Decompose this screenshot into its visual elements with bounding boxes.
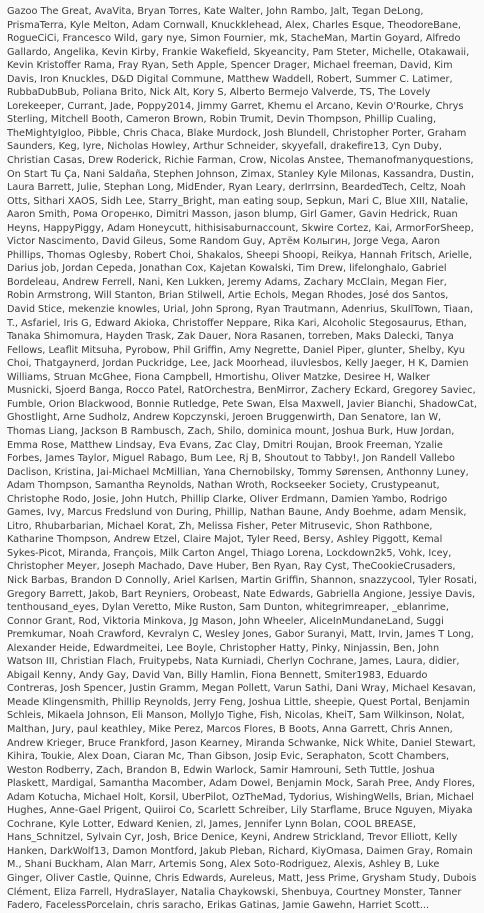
backer-names-list: Gazoo The Great, AvaVita, Bryan Torres, Kate Walter, John Rambo, Jalt, Tegan DeLong, PrismaTerra, Kyle Melton, Adam Cornwall, Knuckklehead, Alex, Charles Esque, TheodoreBane, RogueCiCi, Francesco Wild, gary nye, Simon Fournier, mk, StacheMan, Martin Goyard, Alfredo Gallardo, Angelika, Kevin Kirby, Frankie Wakefield, Skyeancity, Pam Steter, Michelle, Otakawaii, Kevin Kristoffer Rama, Fray Ryan, Seth Apple, Spencer Drager, Michael freeman, David, Kim Davis, Iron Knuckles, D&D Digital Commune, Matthew Waddell, Robert, Summer C. Latimer, RubbaDubBub, Poliana Brito, Nick Alt, Kory S, Alberto Bermejo Valverde, TS, The Lovely Lorekeeper, Currant, Jade, Poppy2014, Jimmy Garret, Khemu el Arcano, Kevin O'Rourke, Chrys Sterling, Mitchell Booth, Cameron Brown, Robin Trumit, Devin Thompson, Phillip Cualing, TheMightyIgloo, Pibble, Chris Chaca, Blake Murdock, Josh Blundell, Christopher Porter, Graham Saunders, Keg, Iyre, Nicholas Howley, Arthur Schneider, skyyefall, drakefire13, Cyn Duby, Christian Casas, Drew Roderick, Richie Farman, Crow, Nicolas Anstee, Themanofmanyquestions, On Start Tu Ça, Nani Saldaña, Stephen Johnson, Zimax, Stanley Kyle Milonas, Kassandra, Dustin, Laura Barrett, Julie, Stephan Long, MidEnder, Ryan Leary, derIrrsinn, BeardedTech, Celtz, Noah Otts, Sithari XAOS, Sidh Lee, Starry_Bright, man eating soup, Sepkun, Mari C, Blue XIII, Natalie, Aaron Smith, Рома Огоренко, Dimitri Masson, jason blump, Girl Gamer, Gavin Hedrick, Ruan Heyns, HappyPiggy, Adam Honeycutt, hithisisaburnaccount, Skwire Cortez, Kai, ArmorForSheep, Victor Nascimento, David Gileus, Some Random Guy, Артём Колыгин, Jorge Vega, Aaron Phillips, Thomas Oglesby, Robert Choi, Shakalos, Sheepi Shoopi, Reikya, Hannah Fritsch, Arielle, Darius job, Jordan Cepeda, Jonathan Cox, Kajetan Kowalski, Tim Drew, lifelonghalo, Gabriel Bordeleau, Andrew Ferrell, Nani, Ken Lukken, Jeremy Adams, Zachary McClain, Megan Fier, Robin Armstrong, Will Stanton, Brian Stilwell, Artie Echols, Megan Rhodes, José dos Santos, David Stice, mekenzie knowles, Urial, John Sprong, Ryan Trautmann, Adenrius, SkullTown, Tiaan, T., Asfariel, Iris G, Edward Akioka, Christoffer Neppare, Rika Kari, Alcoholic Stegosaurus, Ethan, Tanaka Shimomura, Hayden Trask, Zak Dauer, Nora Rasanen, torreben, Maks Dalecki, Tanya Fellows, Leaflit Mitsuha, Pyrobow, Phil Griffin, Amy Negrette, Daniel Piper, glunter, Shelby, Kyu Choi, Thatgaynerd, Jordan Puckridge, Lee, Jack Moorhead, iluvlesbos, Kelly Jaeger, H K, Damien Williams, Struan McGhee, Fiona Campbell, Hmortishu, Oliver Matzke, Desiree H, Walker Musnicki, Sjoerd Banga, Rocco Patel, RatOrchestra, BenMirror, Zachery Eckard, Gregorey Saviec, Fumble, Orion Blackwood, Bonnie Rutledge, Pete Swan, Elsa Maxwell, Javier Bianchi, ShadowCat, Ghostlight, Arne Sudholz, Andrew Kopczynski, Jeroen Bruggenwirth, Dan Senatore, Ian W, Thomas Liang, Jackson B Rambusch, Zach, Shilo, dominica mount, Joshua Burk, Huw Jordan, Emma Rose, Matthew Lindsay, Eva Evans, Zac Clay, Dmitri Roujan, Brook Freeman, Yzalie Forbes, James Taylor, Miguel Rabago, Bum Lee, Rj B, Shoutout to Tabby!, Jon Randell Vallebo Daclison, Kristina, Jai-Michael McMillian, Yana Chernobilsky, Tommy Sørensen, Anthonny Luney, Adam Thompson, Samantha Reynolds, Nathan Wroth, Rockseeker Society, Crustypeanut, Christophe Rodo, Josie, John Hutch, Phillip Clarke, Oliver Erdmann, Damien Yambo, Rodrigo Games, Ivy, Marcus Fredslund von During, Phillip, Nathan Baune, Andy Boehme, adam Mensik, Litro, Rhubarbarian, Michael Korat, Zh, Melissa Fisher, Peter Mitrusevic, Shon Rathbone, Katharine Thompson, Andrew Etzel, Claire Majot, Tyler Reed, Bersy, Ashley Piggott, Kemal Sykes-Picot, Miranda, François, Milk Carton Angel, Thiago Lorena, Lockdown2k5, Vohk, Icey, Christopher Meyer, Joseph Machado, Dave Huber, Ben Ryan, Ray Cyst, TheCookieCrusaders, Nick Barbas, Brandon D Connolly, Ariel Karlsen, Martin Griffin, Shannon, snazzycool, Tyler Rosati, Gregory Barrett, Jakob, Bart Reyniers, Orobeast, Nate Edwards, Gabriella Angione, Jessiye Davis, tenthousand_eyes, Dylan Veretto, Mike Ruston, Sam Dunton, whitegrimreaper, _eblanrime, Connor Grant, Rod, Viktoria Minkova, Jg Mason, John Wheeler, AliceInMundaneLand, Suggi Premkumar, Noah Crawford, Kevralyn C, Wesley Jones, Gabor Suranyi, Matt, Irvin, James T Long, Alexander Heide, Edwardmeitei, Lee Boyle, Christopher Hatty, Pinky, Ninjassin, Ben, John Watson III, Christian Flach, Fruitypebs, Nata Kurniadi, Cherlyn Cochrane, James, Laura, didier, Abigail Kenny, Andy Gay, David Van, Billy Hamlin, Fiona Bennett, Smiter1983, Eduardo Contreras, Josh Spencer, Justin Gramm, Megan Pollett, Varun Sathi, Dani Wray, Michael Kesavan, Meade Klingensmith, Phillip Reynolds, Jerry Feng, Joshua Little, sheepie, Quest Portal, Benjamin Schleis, Mikaela Johnson, Eli Manson, MollyJo Tighe, Fish, Nicolas, KheiT, Sam Wilkinson, Nolat, Malthan, Jury, paul keathley, Mike Perez, Marcos Flores, B Boots, Anna Garrett, Chris Annen, Andrew Krieger, Bruce Frankford, Jason Kearney, Miranda Schwanke, Nick White, Daniel Stewart, Kihira, Toukie, Alex Doan, Ciaran Mc, Than Gibson, Josip Evic, Seraphaton, Scott Chambers, Weston Rodberry, Zach, Brandon B, Edwin Warlock, Samir Hamrouni, Seth Tuttle, Joshua Plaskett, Mardigal, Samantha Macomber, Adam Dowel, Benjamin Mock, Sarah Pree, Andy Flores, Adam Kotucha, Michael Holt, Korsil, UberPilot, OzTheMad, Tydorius, WishingWells, Brian, Michael Hughes, Anne-Gael Prigent, Quiiroi Co, Scarlett Schreiber, Lily Starflame, Bruce Nguyen, Miyaka Cochrane, Kyle Lotter, Edward Kenien, zl, James, Jennifer Lynn Bolan, COOL BREASE, Hans_Schnitzel, Sylvain Cyr, Josh, Brice Denice, Keyni, Andrew Strickland, Trevor Elliott, Kelly Hanken, DarkWolf13, Damon Montford, Jakub Pleban, Richard, KiyOmasa, Daimen Gray, Romain M., Shani Buckham, Alan Marr, Artemis Song, Alex Soto-Rodriguez, Alexis, Ashley B, Luke Ginger, Oliver Castle, Quinne, Chris Edwards, Aureleus, Matt, Jess Prime, Grysham Study, Dubois Clément, Eliza Farrell, HydraSlayer, Natalia Chaykowski, Shenbuya, Courtney Monster, Tanner Fadero, FacelessPorcelain, chris saracho, Erikas Gatinas, Jamie Gawehn, Harriet Scott...	[7, 6, 477, 912]
